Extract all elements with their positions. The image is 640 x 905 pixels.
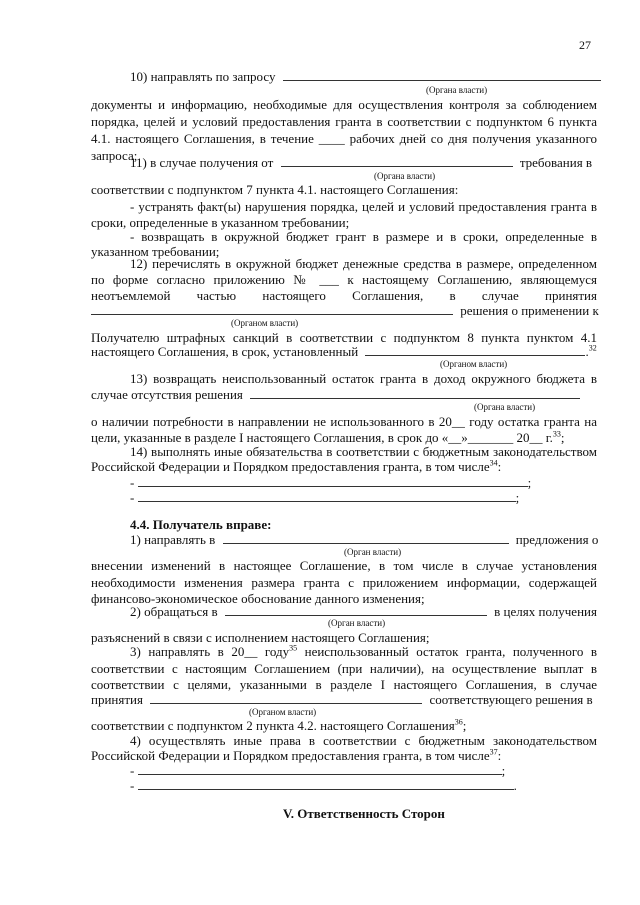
item-12-line6: настоящего Соглашения, в срок, установленный .$^{32}$ (91, 343, 597, 359)
item-13-line1: 13) возвращать неиспользованный остаток гранта в доход окружного бюджета в (130, 371, 597, 386)
footnote-mark: 35 (289, 643, 298, 653)
s44-p1-line4: финансово-экономическое обоснование данного изменения; (91, 591, 425, 606)
caption-organ: (Орган власти) (328, 618, 386, 628)
bullet-blank: - . (130, 778, 517, 793)
item-10-text: 10) направлять по запросу (130, 69, 276, 84)
page-number: 27 (579, 38, 591, 52)
s44-p3-line2: соответствии с настоящим Соглашением (при наличии), на осуществление выплат в (91, 661, 597, 676)
item-13-line3: о наличии потребности в направлении не использованного в 20__ году остатка гранта на (91, 414, 597, 429)
footnote-mark: 32 (588, 343, 597, 353)
blank-line (223, 532, 509, 544)
s44-p4-text: Российской Федерации и Порядком предоставления гранта, в том числе (91, 748, 490, 763)
s44-p3-line5: соответствии с подпунктом 2 пункта 4.2. настоящего Соглашения$^{36}$; (91, 717, 467, 733)
item-11-text: 11) в случае получения от (130, 155, 274, 170)
item-11-line6: указанном требовании; (91, 244, 220, 259)
item-11-line5: - возвращать в окружной бюджет грант в размере и в сроки, определенные в (130, 229, 597, 244)
caption-organ: (Орган власти) (344, 547, 402, 557)
item-12-line2: по форме согласно приложению № ___ к настоящему Соглашению, являющемуся (91, 272, 597, 287)
s44-p3-line1 (130, 644, 597, 659)
item-10-line5: запроса; (91, 148, 138, 163)
s44-p1-line2: внесении изменений в настоящее Соглашение, в том числе в случае установления (91, 558, 597, 573)
caption-organ: (Органа власти) (426, 85, 488, 95)
blank-line (138, 475, 528, 487)
item-11-line2: соответствии с подпунктом 7 пункта 4.1. настоящего Соглашения: (91, 182, 459, 197)
item-11-line3: - устранять факт(ы) нарушения порядка, целей и условий предоставления гранта в (130, 199, 597, 214)
bullet-blank: - ; (130, 490, 520, 505)
s44-p1-line1 (130, 532, 598, 547)
blank-line (250, 387, 580, 399)
s44-p3-text-end: соответствующего решения в (429, 692, 593, 707)
s44-p1-line3: необходимости изменения размера гранта с приложением информации, содержащей (91, 575, 597, 590)
s44-p4-line1: 4) осуществлять иные права в соответствии с бюджетным законодательством (130, 733, 597, 748)
item-14-line2: Российской Федерации и Порядком предоставления гранта, в том числе$^{34}$: (91, 458, 502, 474)
s44-p1-text: 1) направлять в (130, 532, 216, 547)
footnote-mark: 37 (489, 747, 498, 757)
caption-organ: (Органом власти) (249, 707, 317, 717)
footnote-mark: 36 (454, 717, 463, 727)
s44-p3-text: 3) направлять в 20__ году (130, 644, 290, 659)
item-10-line3: порядка, целей и условий предоставления гранта в соответствии с подпунктом 6 пункта (91, 114, 597, 129)
s44-p1-text-end: предложения о (515, 532, 599, 547)
blank-line (138, 490, 516, 502)
item-13-line2 (91, 387, 580, 402)
blank-line (281, 155, 513, 167)
s44-p2-line2: разъяснений в связи с исполнением настоящего Соглашения; (91, 630, 430, 645)
item-11-line1 (130, 155, 592, 170)
item-11-line4: сроки, определенные в указанном требовании; (91, 215, 350, 230)
blank-line (138, 778, 514, 790)
s44-p3-line4 (91, 692, 593, 707)
s44-p3-text: соответствии с подпунктом 2 пункта 4.2. настоящего Соглашения (91, 718, 455, 733)
item-14-line1: 14) выполнять иные обязательства в соответствии с бюджетным законодательством (130, 444, 597, 459)
s44-p2-text: 2) обращаться в (130, 604, 218, 619)
blank-line (91, 303, 453, 315)
item-10-line4: 4.1. настоящего Соглашения, в течение ____ рабочих дней со дня получения указанного (91, 131, 597, 146)
item-11-text-end: требования в (519, 155, 593, 170)
blank-line (283, 69, 601, 81)
item-12-line1: 12) перечислять в окружной бюджет денежные средства в размере, определенном (130, 256, 597, 271)
s44-p3-text: принятия (91, 692, 143, 707)
s44-p4-line2: Российской Федерации и Порядком предоставления гранта, в том числе$^{37}$: (91, 747, 502, 763)
item-12-text: настоящего Соглашения, в срок, установленный (91, 344, 359, 359)
blank-line (365, 344, 585, 356)
caption-organ: (Органа власти) (474, 402, 536, 412)
item-12-line5: Получателю штрафных санкций в соответствии с подпунктом 8 пункта пунктом 4.1 (91, 330, 597, 345)
caption-organ: (Органом власти) (440, 359, 508, 369)
item-12-text: решения о применении к (460, 303, 599, 318)
item-13-text: случае отсутствия решения (91, 387, 243, 402)
item-10-line2: документы и информацию, необходимые для осуществления контроля за соблюдением (91, 97, 597, 112)
s44-p3-line3: соответствии с целями, указанными в разделе I настоящего Соглашения, в случае (91, 677, 597, 692)
bullet-blank: - ; (130, 475, 532, 490)
item-13-line4: цели, указанные в разделе I настоящего Соглашения, в срок до «__»_______ 20__ г.$^{33}$; (91, 429, 565, 445)
s44-p2-line1 (130, 604, 597, 619)
blank-line (225, 604, 487, 616)
footnote-mark: 33 (552, 429, 561, 439)
s44-p2-text-end: в целях получения (494, 604, 597, 619)
item-10-line1 (130, 69, 601, 84)
item-12-line4 (91, 303, 599, 318)
section-5-heading: V. Ответственность Сторон (283, 806, 445, 821)
item-13-text: цели, указанные в разделе I настоящего Соглашения, в срок до «__»_______ 20__ г. (91, 430, 553, 445)
bullet-blank: - ; (130, 763, 506, 778)
item-12-line3: неотъемлемой частью настоящего Соглашения, в случае принятия (91, 288, 597, 303)
blank-line (138, 763, 502, 775)
s44-p3-text-end: неиспользованный остаток гранта, полученного в (304, 644, 597, 659)
caption-organ: (Органом власти) (231, 318, 299, 328)
section-4-4-heading: 4.4. Получатель вправе: (130, 517, 272, 532)
blank-line (150, 692, 422, 704)
caption-organ: (Органа власти) (374, 171, 436, 181)
footnote-mark: 34 (489, 458, 498, 468)
item-14-text: Российской Федерации и Порядком предоставления гранта, в том числе (91, 459, 490, 474)
